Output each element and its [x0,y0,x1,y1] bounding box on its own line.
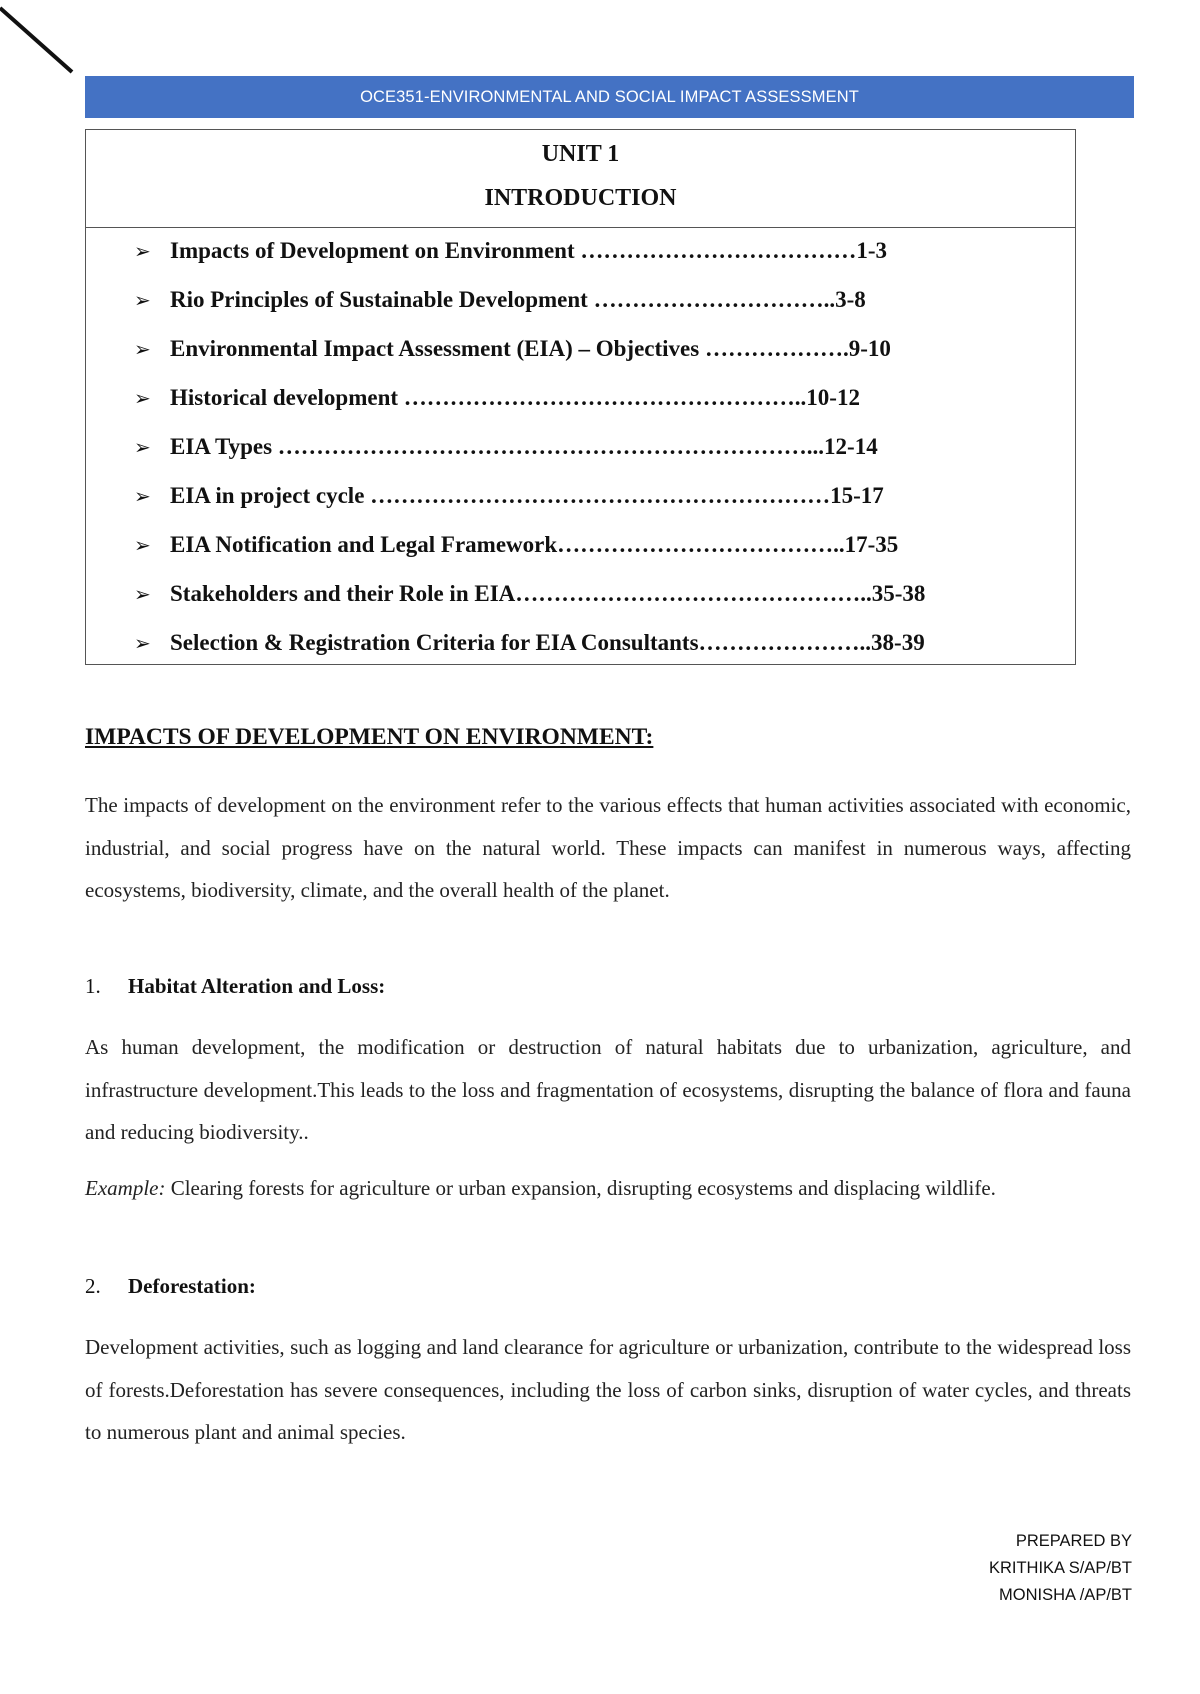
arrow-bullet-icon: ➢ [134,483,151,508]
toc-entry-text: EIA Types ……………………………………………………………...12-14 [170,433,878,459]
arrow-bullet-icon: ➢ [134,581,151,606]
toc-header [86,130,1075,228]
toc-entry [86,373,1075,422]
toc-entry [86,275,1075,324]
toc-list [86,226,1075,667]
toc-entry [86,422,1075,471]
author-1: KRITHIKA S/AP/BT [988,1559,1132,1577]
toc-entry-text: Historical development ……………………………………………..10-12 [170,384,860,410]
course-title: OCE351-ENVIRONMENTAL AND SOCIAL IMPACT ASSESSMENT [360,87,859,106]
prepared-by-block [989,1528,1132,1609]
point-title: Habitat Alteration and Loss: [128,974,386,998]
example-label: Example: [85,1176,166,1200]
toc-entry [86,324,1075,373]
point-1-body: As human development, the modification or destruction of natural habitats due to urbanization, agriculture, and infrastructure development.This leads to the loss and fragmentation of ecosystems, disrupting the balance of flora and fauna and reducing biodiversity.. [85,1035,1131,1144]
point-title: Deforestation: [128,1274,256,1298]
toc-entry [86,471,1075,520]
arrow-bullet-icon: ➢ [134,434,151,459]
toc-entry-text: Selection & Registration Criteria for EIA Consultants…………………..38-39 [170,629,925,655]
example-text: Clearing forests for agriculture or urban expansion, disrupting ecosystems and displacing wildlife. [165,1176,996,1200]
toc-entry [86,520,1075,569]
toc-entry [86,226,1075,275]
intro-paragraph: The impacts of development on the environment refer to the various effects that human activities associated with economic, industrial, and social progress have on the natural world. These impacts can manifest in numerous ways, affecting ecosystems, biodiversity, climate, and the overall health of the planet. [85,793,1131,902]
table-of-contents [85,129,1076,665]
toc-entry-text: EIA Notification and Legal Framework………………………………..17-35 [170,531,899,557]
toc-entry-text: Rio Principles of Sustainable Development …………………………..3-8 [170,286,866,312]
point-number: 1. [85,974,101,998]
point-1-example [85,1167,1131,1210]
arrow-bullet-icon: ➢ [134,238,151,263]
toc-entry-text: Impacts of Development on Environment ………………………………1-3 [170,237,888,263]
toc-entry-text: EIA in project cycle ……………………………………………………15-17 [170,482,884,508]
arrow-bullet-icon: ➢ [134,630,151,655]
author-2: MONISHA /AP/BT [999,1586,1132,1604]
point-2-heading [85,1274,256,1299]
point-2-body: Development activities, such as logging and land clearance for agriculture or urbanization, contribute to the widespread loss of forests.Deforestation has severe consequences, including the loss of carbon sinks, disruption of water cycles, and threats to numerous plant and animal species. [85,1335,1131,1444]
document-header-bar [85,76,1134,118]
unit-heading: INTRODUCTION [484,185,677,211]
toc-entry [86,569,1075,618]
prepared-by-label: PREPARED BY [1015,1532,1132,1550]
point-1-heading [85,974,385,999]
point-number: 2. [85,1274,101,1298]
arrow-bullet-icon: ➢ [134,287,151,312]
corner-diagonal-mark [0,0,80,80]
toc-entry-text: Stakeholders and their Role in EIA………………………………………..35-38 [170,580,926,606]
arrow-bullet-icon: ➢ [134,336,151,361]
arrow-bullet-icon: ➢ [134,385,151,410]
toc-entry-text: Environmental Impact Assessment (EIA) – Objectives ……………….9-10 [170,335,891,361]
section-title: IMPACTS OF DEVELOPMENT ON ENVIRONMENT: [85,724,654,750]
unit-label: UNIT 1 [541,141,620,167]
arrow-bullet-icon: ➢ [134,532,151,557]
toc-entry [86,618,1075,667]
